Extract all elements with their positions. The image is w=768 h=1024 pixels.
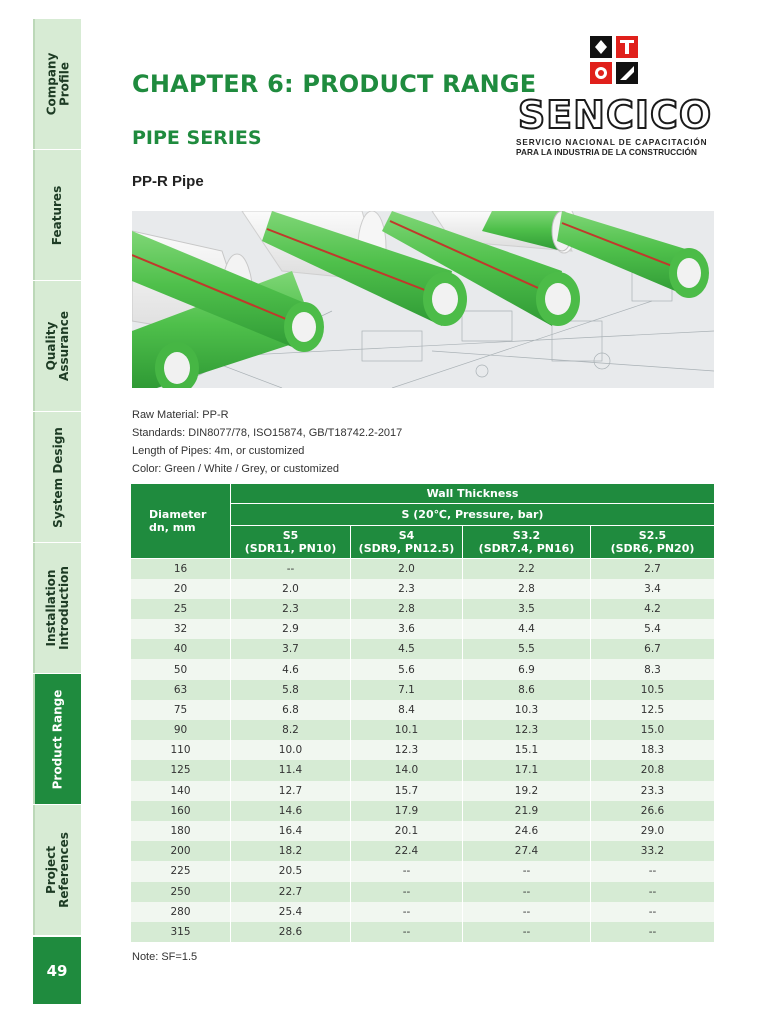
thickness-cell: 8.4 bbox=[351, 700, 463, 720]
tab-features[interactable] bbox=[33, 150, 81, 280]
thickness-cell: 2.0 bbox=[351, 559, 463, 579]
table-row bbox=[131, 619, 715, 639]
tab-label: Company Profile bbox=[44, 52, 72, 116]
thickness-cell: 2.3 bbox=[231, 599, 351, 619]
thickness-cell: 2.3 bbox=[351, 579, 463, 599]
thickness-cell: -- bbox=[463, 922, 591, 942]
table-row bbox=[131, 781, 715, 801]
tab-project-references[interactable] bbox=[33, 805, 81, 935]
table-row bbox=[131, 700, 715, 720]
spec-standards: Standards: DIN8077/78, ISO15874, GB/T18742.2-2017 bbox=[132, 427, 403, 439]
table-row bbox=[131, 639, 715, 659]
spec-list bbox=[132, 406, 402, 478]
thickness-cell: 18.2 bbox=[231, 841, 351, 861]
spec-color: Color: Green / White / Grey, or customized bbox=[132, 463, 340, 475]
thickness-cell: 27.4 bbox=[463, 841, 591, 861]
tab-system-design[interactable] bbox=[33, 412, 81, 542]
diameter-cell: 140 bbox=[131, 781, 231, 801]
thickness-cell: 20.5 bbox=[231, 861, 351, 881]
table-row bbox=[131, 801, 715, 821]
tab-product-range[interactable] bbox=[33, 674, 81, 804]
thickness-cell: 15.1 bbox=[463, 740, 591, 760]
tab-installation-introduction[interactable] bbox=[33, 543, 81, 673]
thickness-cell: 4.2 bbox=[591, 599, 715, 619]
thickness-cell: 2.9 bbox=[231, 619, 351, 639]
table-row bbox=[131, 740, 715, 760]
thickness-cell: 24.6 bbox=[463, 821, 591, 841]
spec-length: Length of Pipes: 4m, or customized bbox=[132, 445, 305, 457]
thickness-cell: 3.6 bbox=[351, 619, 463, 639]
thickness-cell: 6.7 bbox=[591, 639, 715, 659]
chapter-title: CHAPTER 6: PRODUCT RANGE bbox=[132, 70, 537, 98]
thickness-cell: 6.8 bbox=[231, 700, 351, 720]
logo-subtitle: SERVICIO NACIONAL DE CAPACITACIÓN PARA LA INDUSTRIA DE LA CONSTRUCCIÓN bbox=[516, 138, 708, 157]
diameter-cell: 280 bbox=[131, 902, 231, 922]
thickness-cell: 22.4 bbox=[351, 841, 463, 861]
thickness-cell: 14.0 bbox=[351, 760, 463, 780]
diameter-cell: 160 bbox=[131, 801, 231, 821]
thickness-cell: 33.2 bbox=[591, 841, 715, 861]
diameter-cell: 250 bbox=[131, 882, 231, 902]
tab-label: Features bbox=[50, 185, 65, 245]
thickness-cell: 16.4 bbox=[231, 821, 351, 841]
thickness-cell: -- bbox=[591, 902, 715, 922]
thickness-cell: -- bbox=[351, 882, 463, 902]
table-row bbox=[131, 559, 715, 579]
thickness-cell: 3.7 bbox=[231, 639, 351, 659]
thickness-cell: 4.5 bbox=[351, 639, 463, 659]
thickness-cell: 2.8 bbox=[351, 599, 463, 619]
thickness-cell: 2.0 bbox=[231, 579, 351, 599]
thickness-cell: 17.9 bbox=[351, 801, 463, 821]
thickness-cell: -- bbox=[351, 861, 463, 881]
thickness-cell: 6.9 bbox=[463, 659, 591, 679]
diameter-cell: 32 bbox=[131, 619, 231, 639]
thickness-cell: 5.8 bbox=[231, 680, 351, 700]
thickness-cell: 17.1 bbox=[463, 760, 591, 780]
thickness-cell: 4.4 bbox=[463, 619, 591, 639]
tab-label: Quality Assurance bbox=[44, 311, 71, 381]
thickness-cell: -- bbox=[463, 902, 591, 922]
table-body bbox=[131, 559, 715, 943]
thickness-cell: 10.0 bbox=[231, 740, 351, 760]
tab-label: Installation Introduction bbox=[44, 566, 72, 650]
thickness-cell: -- bbox=[463, 882, 591, 902]
table-row bbox=[131, 882, 715, 902]
table-row bbox=[131, 720, 715, 740]
thickness-cell: -- bbox=[591, 922, 715, 942]
thickness-cell: -- bbox=[463, 861, 591, 881]
section-title: PIPE SERIES bbox=[132, 127, 262, 149]
sencico-logo bbox=[514, 36, 716, 166]
tab-label: System Design bbox=[50, 426, 65, 528]
table-row bbox=[131, 841, 715, 861]
tab-company-profile[interactable] bbox=[33, 19, 81, 149]
thickness-cell: 5.4 bbox=[591, 619, 715, 639]
thickness-cell: 5.5 bbox=[463, 639, 591, 659]
thickness-cell: 15.0 bbox=[591, 720, 715, 740]
table-row bbox=[131, 680, 715, 700]
thickness-cell: -- bbox=[351, 902, 463, 922]
thickness-cell: 25.4 bbox=[231, 902, 351, 922]
page-number: 49 bbox=[33, 937, 81, 1004]
pipe-photo bbox=[132, 211, 714, 388]
thickness-cell: 8.2 bbox=[231, 720, 351, 740]
logo-wordmark: SENCICO bbox=[517, 93, 713, 137]
thickness-cell: 3.5 bbox=[463, 599, 591, 619]
diameter-cell: 25 bbox=[131, 599, 231, 619]
column-header: S5 (SDR11, PN10) bbox=[231, 526, 351, 559]
thickness-cell: 28.6 bbox=[231, 922, 351, 942]
thickness-cell: 22.7 bbox=[231, 882, 351, 902]
thickness-cell: 14.6 bbox=[231, 801, 351, 821]
diameter-cell: 125 bbox=[131, 760, 231, 780]
column-header: S2.5 (SDR6, PN20) bbox=[591, 526, 715, 559]
thickness-cell: -- bbox=[591, 861, 715, 881]
thickness-cell: 5.6 bbox=[351, 659, 463, 679]
wall-thickness-table bbox=[130, 483, 715, 942]
thickness-cell: 20.8 bbox=[591, 760, 715, 780]
diameter-cell: 63 bbox=[131, 680, 231, 700]
diameter-cell: 40 bbox=[131, 639, 231, 659]
thickness-cell: 11.4 bbox=[231, 760, 351, 780]
tab-label: Product Range bbox=[50, 689, 65, 789]
diameter-cell: 20 bbox=[131, 579, 231, 599]
column-header: S3.2 (SDR7.4, PN16) bbox=[463, 526, 591, 559]
diameter-cell: 16 bbox=[131, 559, 231, 579]
table-row bbox=[131, 659, 715, 679]
thickness-cell: 29.0 bbox=[591, 821, 715, 841]
thickness-cell: -- bbox=[591, 882, 715, 902]
diameter-cell: 315 bbox=[131, 922, 231, 942]
diameter-cell: 180 bbox=[131, 821, 231, 841]
table-row bbox=[131, 760, 715, 780]
thickness-cell: 3.4 bbox=[591, 579, 715, 599]
thickness-cell: 10.3 bbox=[463, 700, 591, 720]
s-header: S (20℃, Pressure, bar) bbox=[231, 504, 715, 526]
tab-quality-assurance[interactable] bbox=[33, 281, 81, 411]
thickness-cell: 21.9 bbox=[463, 801, 591, 821]
thickness-cell: 12.7 bbox=[231, 781, 351, 801]
thickness-cell: 12.3 bbox=[463, 720, 591, 740]
table-row bbox=[131, 579, 715, 599]
wall-thickness-header: Wall Thickness bbox=[231, 484, 715, 504]
thickness-cell: 10.5 bbox=[591, 680, 715, 700]
thickness-cell: -- bbox=[351, 922, 463, 942]
diameter-cell: 75 bbox=[131, 700, 231, 720]
diameter-cell: 225 bbox=[131, 861, 231, 881]
thickness-cell: 12.5 bbox=[591, 700, 715, 720]
table-row bbox=[131, 821, 715, 841]
sencico-logo-icon bbox=[590, 36, 640, 88]
thickness-cell: 7.1 bbox=[351, 680, 463, 700]
thickness-cell: 26.6 bbox=[591, 801, 715, 821]
thickness-cell: 10.1 bbox=[351, 720, 463, 740]
thickness-cell: 18.3 bbox=[591, 740, 715, 760]
diameter-header: Diameter dn, mm bbox=[131, 484, 231, 559]
thickness-cell: 8.3 bbox=[591, 659, 715, 679]
tab-label: Project References bbox=[44, 832, 72, 908]
thickness-cell: 12.3 bbox=[351, 740, 463, 760]
thickness-cell: 2.2 bbox=[463, 559, 591, 579]
table-row bbox=[131, 902, 715, 922]
table-row bbox=[131, 599, 715, 619]
diameter-cell: 50 bbox=[131, 659, 231, 679]
thickness-cell: 8.6 bbox=[463, 680, 591, 700]
diameter-cell: 110 bbox=[131, 740, 231, 760]
thickness-cell: 15.7 bbox=[351, 781, 463, 801]
diameter-cell: 90 bbox=[131, 720, 231, 740]
product-title: PP-R Pipe bbox=[132, 173, 204, 190]
spec-raw-material: Raw Material: PP-R bbox=[132, 409, 229, 421]
thickness-cell: 19.2 bbox=[463, 781, 591, 801]
column-header: S4 (SDR9, PN12.5) bbox=[351, 526, 463, 559]
thickness-cell: -- bbox=[231, 559, 351, 579]
thickness-cell: 20.1 bbox=[351, 821, 463, 841]
diameter-cell: 200 bbox=[131, 841, 231, 861]
thickness-cell: 4.6 bbox=[231, 659, 351, 679]
thickness-cell: 2.8 bbox=[463, 579, 591, 599]
thickness-cell: 23.3 bbox=[591, 781, 715, 801]
note: Note: SF=1.5 bbox=[132, 951, 198, 963]
table-row bbox=[131, 922, 715, 942]
table-row bbox=[131, 861, 715, 881]
thickness-cell: 2.7 bbox=[591, 559, 715, 579]
